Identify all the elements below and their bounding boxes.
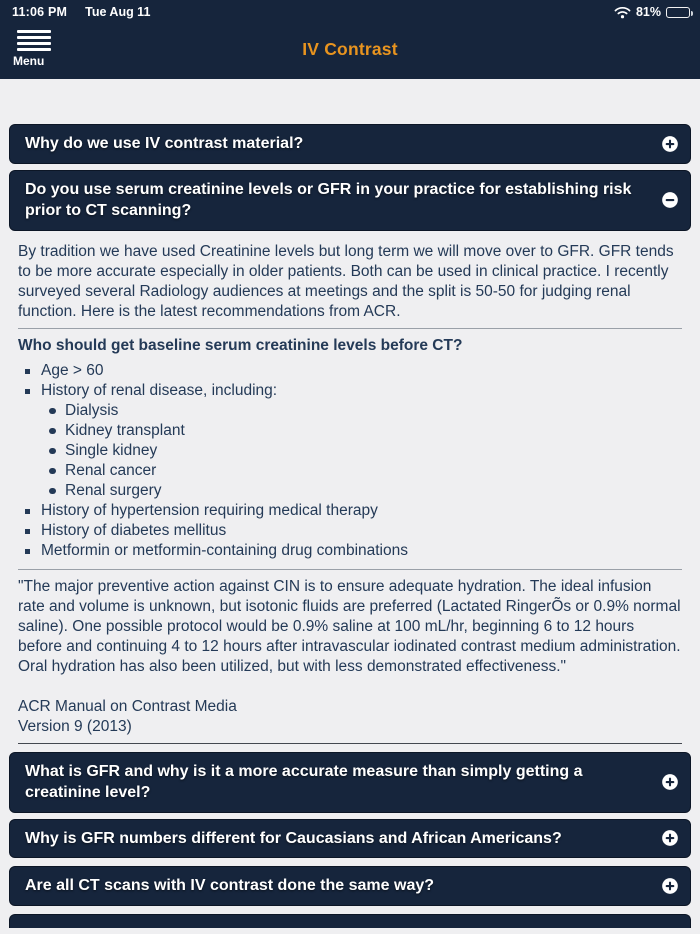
list-item	[41, 421, 682, 441]
plus-circle-icon[interactable]	[661, 829, 679, 847]
accordion-item-ct-scans-same-way[interactable]	[9, 866, 691, 906]
menu-button[interactable]	[11, 28, 57, 70]
accordion-question: Do you use serum creatinine levels or GFR in your practice for establishing risk prior to CT scanning?	[25, 180, 632, 219]
minus-circle-icon[interactable]	[661, 191, 679, 209]
accordion-item-why-use-contrast[interactable]	[9, 124, 691, 164]
list-item-text: Single kidney	[65, 441, 158, 459]
list-item-text: Age > 60	[41, 361, 104, 379]
divider-dark	[18, 743, 682, 744]
source-title: ACR Manual on Contrast Media	[18, 697, 237, 715]
accordion-question: Why is GFR numbers different for Caucasians and African Americans?	[25, 829, 562, 847]
status-time: 11:06 PM	[12, 5, 68, 19]
accordion-question: Are all CT scans with IV contrast done the same way?	[25, 877, 435, 894]
criteria-heading: Who should get baseline serum creatinine levels before CT?	[18, 336, 463, 354]
wifi-icon	[614, 6, 631, 19]
list-item	[41, 441, 682, 461]
renal-disease-sublist	[41, 401, 682, 501]
status-date: Tue Aug 11	[85, 5, 151, 19]
accordion-item-gfr-ethnicity[interactable]	[9, 819, 691, 859]
plus-circle-icon[interactable]	[661, 135, 679, 153]
list-item	[18, 521, 682, 541]
list-item-text: History of diabetes mellitus	[41, 521, 227, 539]
source-version: Version 9 (2013)	[18, 717, 132, 735]
list-item-text: History of hypertension requiring medical therapy	[41, 501, 378, 519]
accordion-question: What is GFR and why is it a more accurate measure than simply getting a creatinine level?	[25, 762, 583, 801]
accordion-question: Why do we use IV contrast material?	[25, 135, 304, 152]
hamburger-menu-icon	[17, 30, 51, 51]
accordion-item-what-is-gfr[interactable]	[9, 752, 691, 813]
list-item-text: History of renal disease, including:	[41, 381, 278, 399]
list-item	[18, 501, 682, 521]
source-block	[18, 697, 682, 737]
list-item	[41, 401, 682, 421]
plus-circle-icon[interactable]	[661, 773, 679, 791]
page-title: IV Contrast	[302, 39, 398, 59]
menu-button-label: Menu	[13, 54, 45, 68]
battery-icon	[666, 7, 690, 18]
list-item-text: Metformin or metformin-containing drug combinations	[41, 541, 408, 559]
criteria-list	[18, 361, 682, 561]
divider	[18, 569, 682, 570]
list-item	[18, 381, 682, 501]
list-item-text: Renal surgery	[65, 481, 162, 499]
status-bar-right	[614, 5, 690, 19]
top-navy-block	[0, 0, 700, 79]
battery-nub	[691, 11, 694, 16]
accordion-answer-panel	[0, 231, 700, 749]
faq-accordion-list	[0, 79, 700, 928]
plus-circle-icon[interactable]	[661, 877, 679, 895]
list-item	[18, 361, 682, 381]
divider	[18, 328, 682, 329]
list-item	[41, 461, 682, 481]
acr-quote-paragraph: "The major preventive action against CIN is to ensure adequate hydration. The ideal infusion rate and volume is unknown, but isotonic fluids are preferred (Lactated RingerÕs or 0.9% normal saline). One possible protocol would be 0.9% saline at 100 mL/hr, beginning 6 to 12 hours before and continuing 4 to 12 hours after intravascular iodinated contrast medium administration. Oral hydration has also been utilized, but with less demonstrated effectiveness."	[18, 577, 681, 675]
list-item-text: Renal cancer	[65, 461, 157, 479]
accordion-item-creatinine-vs-gfr[interactable]	[9, 170, 691, 231]
status-bar	[0, 0, 700, 22]
list-item-text: Kidney transplant	[65, 421, 185, 439]
app-header	[0, 22, 700, 79]
accordion-item-partial[interactable]	[9, 914, 691, 928]
answer-intro-paragraph: By tradition we have used Creatinine levels but long term we will move over to GFR. GFR tends to be more accurate especially in older patients. Both can be used in clinical practice. I recently surveyed several Radiology audiences at meetings and the split is 50-50 for judging renal function. Here is the latest recommendations from ACR.	[18, 242, 674, 320]
list-item	[18, 541, 682, 561]
list-item-text: Dialysis	[65, 401, 119, 419]
list-item	[41, 481, 682, 501]
battery-percent: 81%	[635, 5, 661, 19]
